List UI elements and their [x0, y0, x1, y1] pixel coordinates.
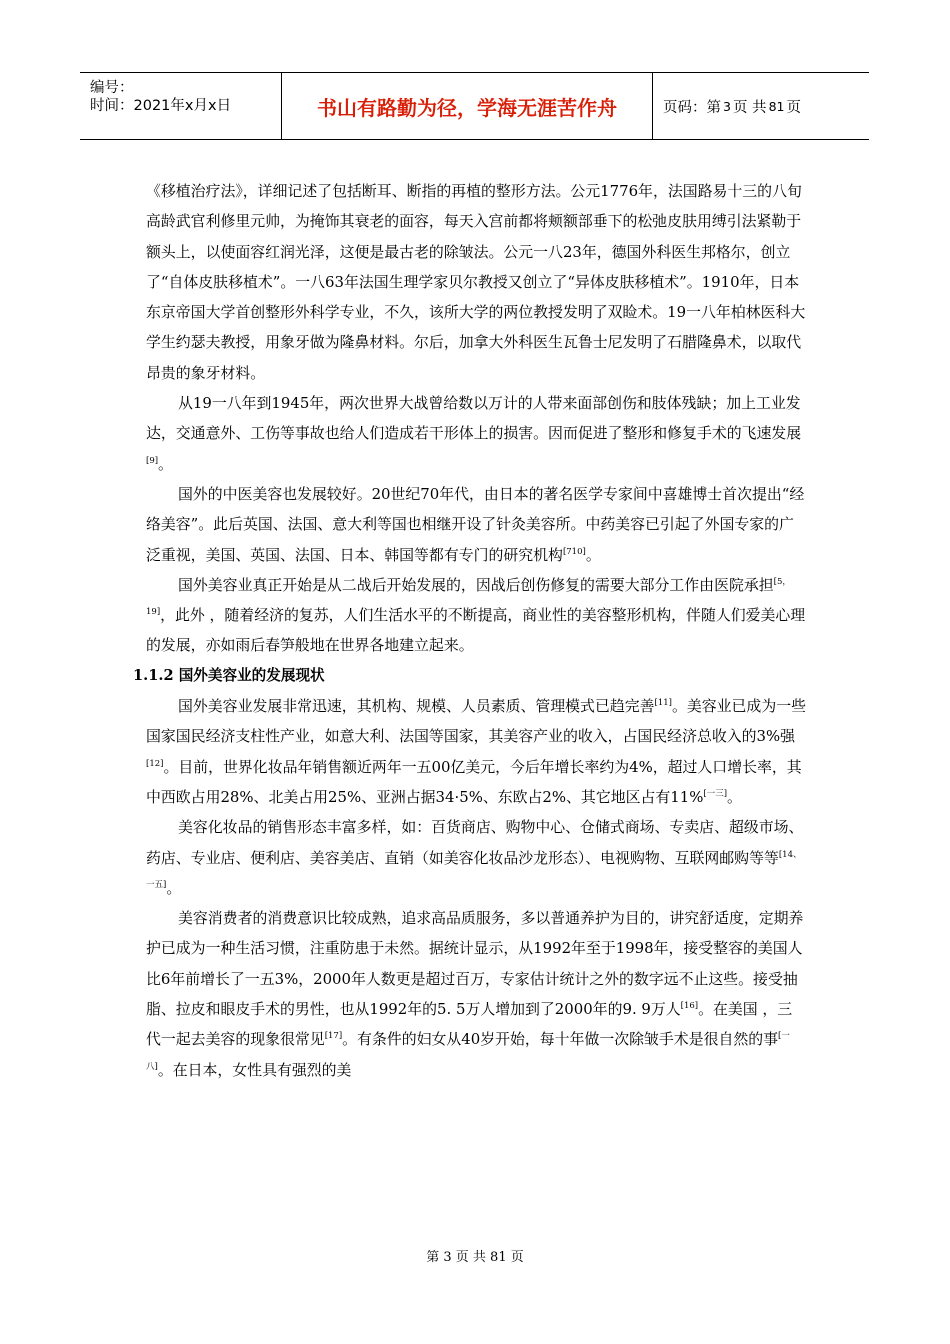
paragraph-end: 。	[166, 878, 182, 897]
header-meta	[80, 73, 282, 139]
section-heading: 1.1.2 国外美容业的发展现状	[133, 666, 325, 684]
page-middle: 页 共	[732, 99, 767, 116]
paragraph	[146, 903, 806, 1085]
paragraph-text: 国外美容业发展非常迅速，其机构、规模、人员素质、管理模式已趋完善	[178, 697, 655, 716]
paragraph-end: 。	[585, 545, 601, 564]
citation: [5，19]	[146, 576, 791, 618]
citation: [一三]	[703, 788, 728, 799]
citation: [9]	[146, 455, 159, 466]
citation: [14、一五]	[146, 849, 802, 890]
paragraph: 《移植治疗法》，详细记述了包括断耳、断指的再植的整形方法。公元1776年，法国路易十三的八旬高龄武官利修里元帅，为掩饰其衰老的面容，每天入宫前都将颊额部垂下的松弛皮肤用缚引法紧勒于额头上，以使面容红润光泽，这便是最古老的除皱法。公元一八23年，德国外科医生邦格尔，创立了“自体皮肤移植术”。一八63年法国生理学家贝尔教授又创立了“异体皮肤移植术”。1910年，日本东京帝国大学首创整形外科学专业，不久，该所大学的两位教授发明了双睑术。19一八年柏林医科大学生约瑟夫教授，用象牙做为隆鼻材料。尔后，加拿大外科医生瓦鲁士尼发明了石腊隆鼻术，以取代昂贵的象牙材料。	[146, 182, 806, 382]
paragraph-text: 。美容业已成为一些国家国民经济支柱性产业，如意大利、法国等国家，其美容产业的收入，占国民经济总收入的3%强	[146, 697, 806, 746]
paragraph	[146, 570, 806, 661]
citation: [12]	[146, 758, 164, 769]
citation: [16]	[680, 1001, 699, 1012]
paragraph-text: ，此外 ，随着经济的复苏，人们生活水平的不断提高，商业性的美容整形机构，伴随人们爱美心理的发展，亦如雨后春笋般地在世界各地建立起来。	[146, 606, 806, 655]
header-page-info	[653, 73, 869, 139]
page-header	[80, 72, 869, 140]
page-current: 3	[723, 98, 731, 114]
paragraph-text: 美容化妆品的销售形态丰富多样，如：百货商店、购物中心、仓储式商场、专卖店、超级市场、药店、专业店、便利店、美容美店、直销（如美容化妆品沙龙形态）、电视购物、互联网邮购等等	[146, 818, 804, 867]
page-suffix: 页	[786, 99, 801, 116]
page-footer: 第 3 页 共 81 页	[426, 1250, 524, 1265]
document-code-label: 编号：	[90, 80, 134, 96]
paragraph-text: 国外的中医美容也发展较好。20世纪70年代，由日本的著名医学专家间中喜雄博士首次提出“经络美容”。此后英国、法国、意大利等国也相继开设了针灸美容所。中药美容已引起了外国专家的广泛重视，美国、英国、法国、日本、韩国等都有专门的研究机构	[146, 484, 805, 564]
document-body	[133, 176, 806, 1085]
page-total: 81	[768, 98, 785, 114]
paragraph	[146, 388, 806, 479]
paragraph-end: 。	[158, 454, 173, 473]
citation: [一八]	[146, 1031, 790, 1072]
page-prefix: 页码：第	[663, 99, 721, 116]
paragraph-text: 。在日本，女性具有强烈的美	[157, 1060, 352, 1079]
header-motto: 书山有路勤为径，学海无涯苦作舟	[282, 73, 653, 139]
paragraph-end: 。	[727, 787, 742, 806]
paragraph-text: 。目前，世界化妆品年销售额近两年一五00亿美元，今后年增长率约为4%，超过人口增长率，其中西欧占用28%、北美占用25%、亚洲占据34·5%、东欧占2%、其它地区占有11%	[146, 757, 802, 806]
paragraph-text: 国外美容业真正开始是从二战后开始发展的，因战后创伤修复的需要大部分工作由医院承担	[178, 575, 774, 594]
paragraph	[146, 479, 806, 570]
paragraph-text: 。在美国 ，三代一起去美容的现象很常见	[146, 1000, 793, 1049]
citation: [17]	[324, 1031, 343, 1042]
paragraph-text: 。有条件的妇女从40岁开始，每十年做一次除皱手术是很自然的事	[342, 1030, 779, 1049]
paragraph-text: 美容消费者的消费意识比较成熟，追求高品质服务，多以普通养护为目的，讲究舒适度，定期养护已成为一种生活习惯，注重防患于未然。据统计显示，从1992年至于1998年，接受整容的美国人比6年前增长了一五3%，2000年人数更是超过百万，专家估计统计之外的数字远不止这些。接受抽脂、拉皮和眼皮手术的男性，也从1992年的5. 5万人增加到了2000年的9. 9万人	[146, 909, 804, 1019]
document-time-label: 时间：2021年x月x日	[90, 98, 232, 114]
citation: [11]	[654, 698, 672, 709]
paragraph-text: 从19一八年到1945年，两次世界大战曾给数以万计的人带来面部创伤和肢体残缺；加上工业发达，交通意外、工伤等事故也给人们造成若干形体上的损害。因而促进了整形和修复手术的飞速发展	[146, 394, 802, 443]
citation: [710]	[562, 546, 586, 557]
paragraph	[146, 691, 806, 812]
paragraph	[146, 812, 806, 903]
